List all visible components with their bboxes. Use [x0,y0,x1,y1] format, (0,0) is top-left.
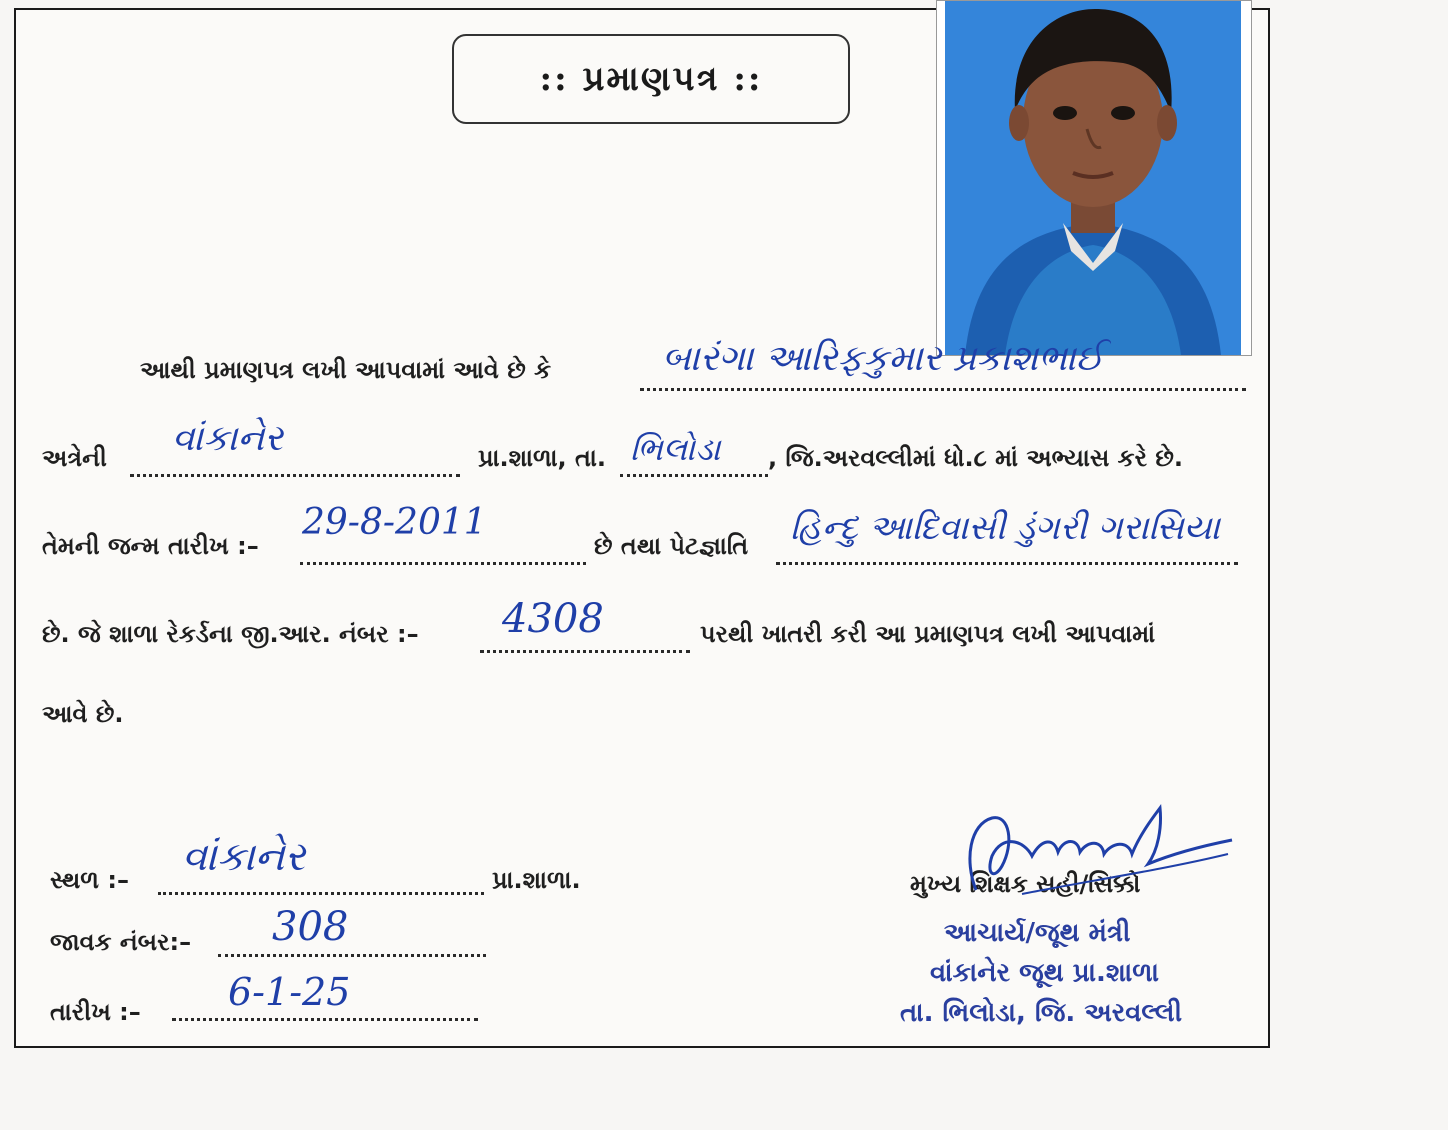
stamp-school: વાંકાનેર જૂથ પ્રા.શાળા [930,958,1159,988]
signature [962,804,1242,904]
issue-date-label: તારીખ :– [50,998,141,1026]
stamp-address: તા. ભિલોડા, જિ. અરવલ્લી [900,998,1183,1028]
caste-label: છે તથા પેટજ્ઞાતિ [594,532,749,560]
place-label: સ્થળ :– [50,866,129,894]
taluka-name: ભિલોડા [630,430,721,468]
signatory-label: મુખ્ય શિક્ષક સહી/સિક્કો [910,870,1141,898]
school-type-text: પ્રા.શાળા, તા. [478,444,606,472]
outward-number: 308 [272,904,349,950]
school-prefix: અત્રેની [42,444,107,472]
place-fill-line [158,892,484,895]
outward-number-label: જાવક નંબર:– [50,928,192,956]
student-photo [936,0,1252,356]
caste-fill-line [776,562,1238,565]
student-name: બારંગા આરિફકુમાર પ્રકાશભાઈ [662,338,1104,379]
district-class-text: , જિ.અરવલ્લીમાં ધો.૮ માં અભ્યાસ કરે છે. [768,444,1184,472]
gr-number-fill-line [480,650,690,653]
outward-number-fill-line [218,954,486,957]
student-photo-image [945,1,1241,355]
gr-number-label: છે. જે શાળા રેકર્ડના જી.આર. નંબર :– [42,620,419,648]
birth-date-fill-line [300,562,586,565]
name-fill-line [640,388,1246,391]
school-name: વાંકાનેર [172,418,283,459]
issue-date: 6-1-25 [228,970,351,1014]
place-suffix: પ્રા.શાળા. [492,866,581,894]
verification-text: પરથી ખાતરી કરી આ પ્રમાણપત્ર લખી આપવામાં [700,620,1156,648]
intro-text: આથી પ્રમાણપત્ર લખી આપવામાં આવે છે કે [140,356,552,384]
place-value: વાંકાનેર [182,834,306,880]
gr-number: 4308 [502,596,604,642]
birth-date-label: તેમની જન્મ તારીખ :– [42,532,259,560]
issue-date-fill-line [172,1018,478,1021]
birth-date: 29-8-2011 [302,502,487,543]
caste-value: હિન્દુ આદિવાસી ડુંગરી ગરાસિયા [790,508,1220,548]
stamp-designation: આચાર્ય/જૂથ મંત્રી [944,918,1131,948]
closing-text: આવે છે. [42,700,124,728]
school-fill-line [130,474,460,477]
certificate-title: :: પ્રમાણપત્ર :: [452,34,850,124]
taluka-fill-line [620,474,768,477]
